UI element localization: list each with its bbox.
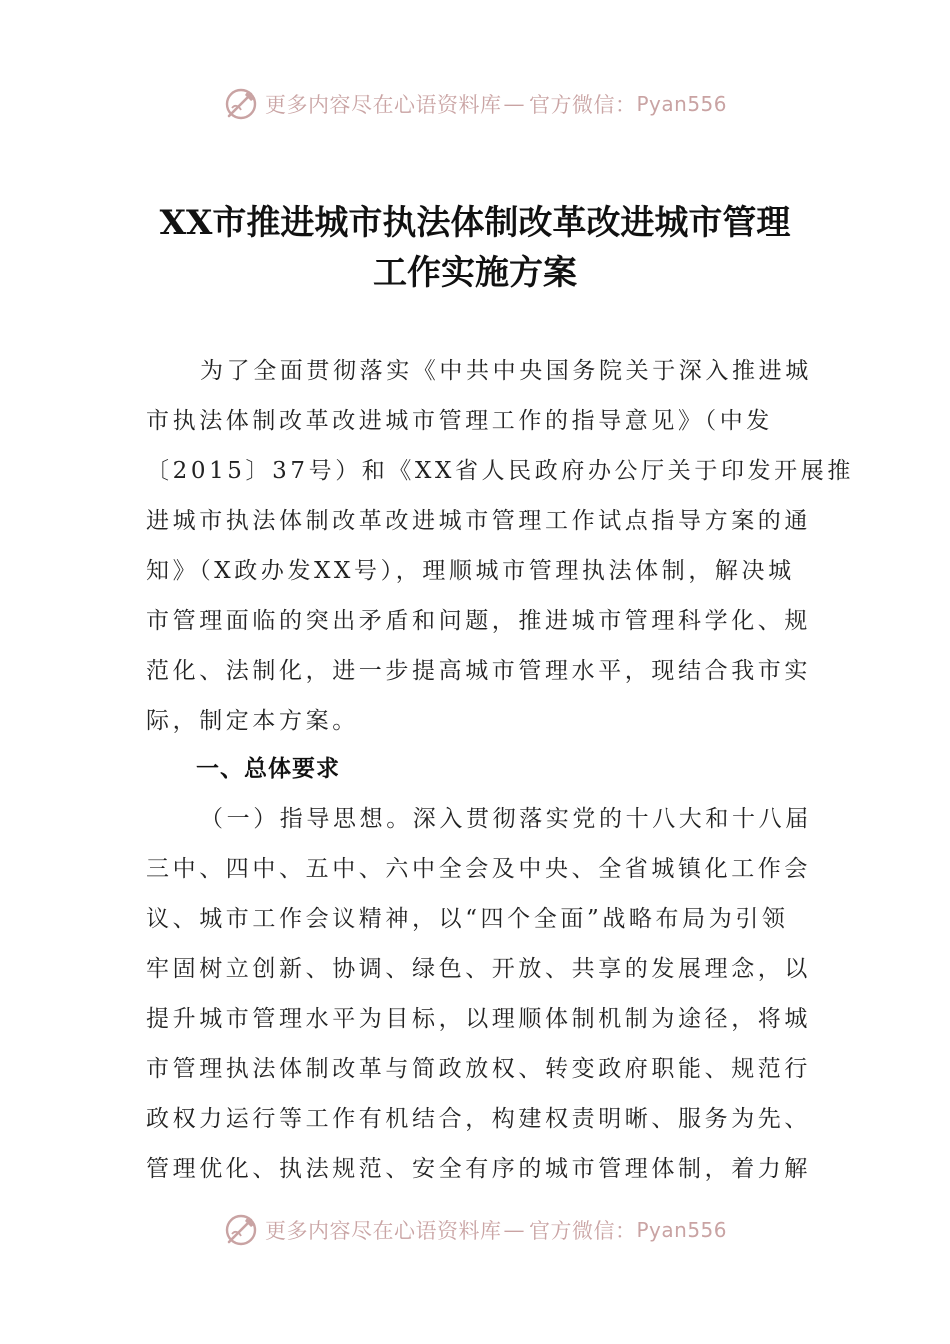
paragraph-line: 范化、法制化，进一步提高城市管理水平，现结合我市实: [146, 658, 811, 684]
paragraph-line: 市管理执法体制改革与简政放权、转变政府职能、规范行: [146, 1056, 811, 1082]
banner-text: 更多内容尽在心语资料库: [264, 93, 502, 117]
paragraph-line: 进城市执法体制改革改进城市管理工作试点指导方案的通: [146, 508, 811, 534]
paragraph-line: 提升城市管理水平为目标，以理顺体制机制为途径，将城: [146, 1006, 811, 1032]
section-heading: 一、总体要求: [196, 756, 340, 782]
banner-separator: —: [503, 92, 525, 116]
pen-logo-icon: [223, 1212, 259, 1248]
document-title-line-2: 工作实施方案: [373, 253, 577, 293]
paragraph-line: 际，制定本方案。: [146, 708, 359, 734]
banner-separator: —: [503, 1218, 525, 1242]
paragraph-line: 〔2015〕37号）和《XX省人民政府办公厅关于印发开展推: [146, 458, 854, 484]
footer-banner: [0, 1210, 950, 1250]
paragraph-line: 为了全面贯彻落实《中共中央国务院关于深入推进城: [200, 358, 812, 384]
banner-text: 更多内容尽在心语资料库: [264, 1219, 502, 1243]
banner-wechat-label: 官方微信：: [528, 93, 637, 117]
paragraph-line: 市管理面临的突出矛盾和问题，推进城市管理科学化、规: [146, 608, 811, 634]
paragraph-line: 市执法体制改革改进城市管理工作的指导意见》（中发: [146, 408, 773, 434]
paragraph-line: （一）指导思想。深入贯彻落实党的十八大和十八届: [200, 806, 812, 832]
banner-wechat-label: 官方微信：: [528, 1219, 637, 1243]
pen-logo-icon: [223, 86, 259, 122]
paragraph-line: 三中、四中、五中、六中全会及中央、全省城镇化工作会: [146, 856, 811, 882]
paragraph-line: 知》（X政办发XX号），理顺城市管理执法体制，解决城: [146, 558, 795, 584]
paragraph-line: 管理优化、执法规范、安全有序的城市管理体制，着力解: [146, 1156, 811, 1182]
paragraph-guiding-ideology: [146, 794, 812, 1194]
paragraph-line: 牢固树立创新、协调、绿色、开放、共享的发展理念，以: [146, 956, 811, 982]
paragraph-intro: [146, 346, 854, 746]
paragraph-line: 政权力运行等工作有机结合，构建权责明晰、服务为先、: [146, 1106, 811, 1132]
banner-wechat-id: Pyan556: [636, 1218, 727, 1242]
paragraph-line: 议、城市工作会议精神，以“四个全面”战略布局为引领: [146, 906, 789, 932]
document-title-line-1: XX市推进城市执法体制改革改进城市管理: [159, 203, 791, 243]
header-banner: [0, 84, 950, 124]
banner-wechat-id: Pyan556: [636, 92, 727, 116]
